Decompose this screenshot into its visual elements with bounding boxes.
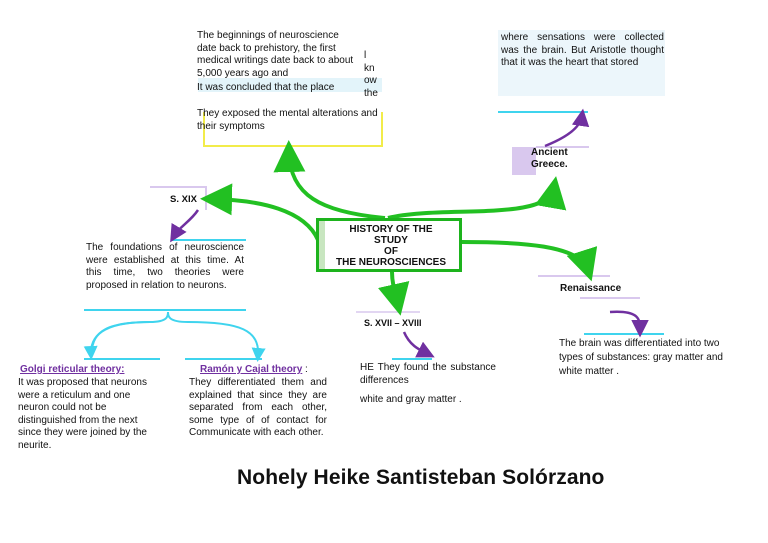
author-name: Nohely Heike Santisteban Solórzano [237, 466, 605, 489]
overlap-fragment: the [364, 87, 378, 99]
xix-label: S. XIX [170, 194, 197, 205]
arrow-to-renaissance [462, 242, 588, 270]
central-title-line: HISTORY OF THE [349, 224, 433, 235]
overlap-fragment: kn [364, 62, 375, 74]
purple-arrow-greece [545, 116, 582, 146]
golgi-title: Golgi reticular theory: [20, 364, 125, 375]
central-title-line: OF [384, 246, 398, 257]
xix-text: The foundations of neuroscience were established at this time. At this time, two theories were proposed in relation to neurons. [86, 242, 244, 291]
greece-label: Ancient Greece. [531, 147, 568, 170]
arrow-to-xvii [392, 272, 398, 304]
central-title-line: THE NEUROSCIENCES [335, 257, 446, 268]
central-topic-box [316, 218, 462, 272]
renaissance-text: The brain was differentiated into two types of substances: gray matter and white matter . [559, 338, 723, 377]
prehistory-concluded: It was concluded that the place [197, 82, 335, 93]
theories-brace-left-arrow [91, 322, 150, 354]
prehistory-text: The beginnings of neuroscience date back to prehistory, the first medical writings date back to about 5,000 years ago and [197, 30, 354, 79]
arrow-to-greece [388, 188, 554, 218]
arrow-to-prehistory [289, 152, 385, 218]
greece-text: where sensations were collected was the brain. But Aristotle thought that it was the heart that stored [501, 32, 664, 68]
arrow-to-xix [212, 199, 318, 240]
xvii-text-line1: HE They found the substance differences [360, 362, 496, 386]
purple-arrow-xix [174, 210, 198, 236]
purple-arrow-renaissance [610, 312, 640, 330]
central-topic-title [325, 224, 457, 268]
renaissance-label: Renaissance [560, 283, 622, 294]
overlap-fragment: l [364, 50, 367, 61]
cajal-title-suffix: : [305, 364, 308, 375]
purple-arrow-xvii [404, 332, 428, 354]
cajal-title-row [200, 364, 308, 375]
golgi-text: It was proposed that neurons were a reticulum and one neuron could not be distinguished from the next since they were joined by the neurite. [18, 377, 147, 451]
theories-brace [92, 312, 258, 356]
overlap-fragment: ow [364, 75, 377, 86]
xvii-label: S. XVII – XVIII [364, 318, 422, 328]
cajal-title: Ramón y Cajal theory [200, 364, 303, 375]
cajal-text: They differentiated them and explained that since they are separated from each other, some type of of contact for Communicate with each other. [189, 377, 327, 438]
xvii-text-line2: white and gray matter . [360, 394, 462, 405]
greece-text-box [498, 30, 665, 96]
central-title-line: STUDY [374, 235, 408, 246]
prehistory-exposed: They exposed the mental alterations and their symptoms [197, 108, 378, 132]
prehistory-node [196, 30, 382, 146]
